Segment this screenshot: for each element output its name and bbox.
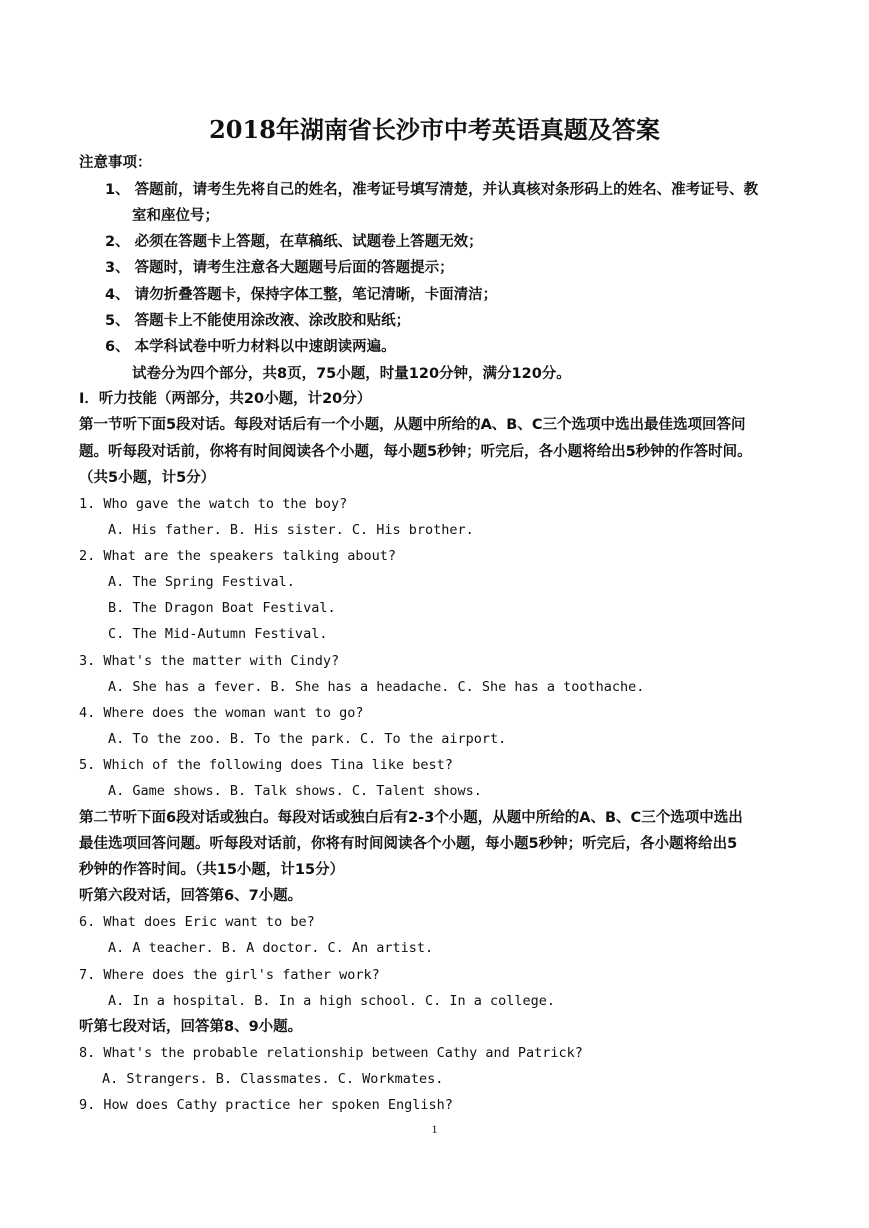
note-item-5: 5、 答题卡上不能使用涂改液、涂改胶和贴纸；	[105, 313, 411, 329]
question-1: 1. Who gave the watch to the boy?	[79, 496, 348, 512]
note-item-4: 4、 请勿折叠答题卡，保持字体工整，笔记清晰，卡面清洁；	[105, 287, 498, 303]
question-8-options: A. Strangers. B. Classmates. C. Workmates.	[102, 1071, 444, 1087]
question-1-options: A. His father. B. His sister. C. His brother.	[108, 522, 474, 538]
question-4-options: A. To the zoo. B. To the park. C. To the airport.	[108, 731, 507, 747]
section1-intro-line-3: （共5小题，计5分）	[79, 470, 216, 486]
question-6: 6. What does Eric want to be?	[79, 914, 315, 930]
question-7-options: A. In a hospital. B. In a high school. C. In a college.	[108, 993, 556, 1009]
section1-intro-line-2: 题。听每段对话前，你将有时间阅读各个小题，每小题5秒钟；听完后，各小题将给出5秒钟的作答时间。	[79, 444, 752, 460]
question-5: 5. Which of the following does Tina like best?	[79, 757, 453, 773]
question-2: 2. What are the speakers talking about?	[79, 548, 396, 564]
question-2-option-c: C. The Mid-Autumn Festival.	[108, 626, 328, 642]
question-2-option-b: B. The Dragon Boat Festival.	[108, 600, 336, 616]
page-title: 2018年湖南省长沙市中考英语真题及答案	[209, 115, 660, 144]
exam-info: 试卷分为四个部分，共8页，75小题，时量120分钟，满分120分。	[132, 366, 571, 382]
section2-intro-line-2: 最佳选项回答问题。听每段对话前，你将有时间阅读各个小题，每小题5秒钟；听完后，各小题将给出5	[79, 836, 738, 852]
question-9: 9. How does Cathy practice her spoken English?	[79, 1097, 453, 1113]
page-number: 1	[431, 1122, 438, 1136]
question-4: 4. Where does the woman want to go?	[79, 705, 364, 721]
note-item-6: 6、 本学科试卷中听力材料以中速朗读两遍。	[105, 339, 396, 355]
note-item-2: 2、 必须在答题卡上答题，在草稿纸、试题卷上答题无效；	[105, 234, 483, 250]
question-3: 3. What's the matter with Cindy?	[79, 653, 340, 669]
dialogue-7-heading: 听第七段对话，回答第8、9小题。	[79, 1019, 303, 1035]
part1-heading: Ⅰ．听力技能（两部分，共20小题，计20分）	[79, 391, 372, 407]
section2-intro-line-3: 秒钟的作答时间。（共15小题，计15分）	[79, 862, 345, 878]
question-3-options: A. She has a fever. B. She has a headache. C. She has a toothache.	[108, 679, 645, 695]
question-6-options: A. A teacher. B. A doctor. C. An artist.	[108, 940, 434, 956]
question-7: 7. Where does the girl's father work?	[79, 967, 380, 983]
note-item-1-continued: 室和座位号；	[132, 208, 219, 224]
section2-intro-line-1: 第二节听下面6段对话或独白。每段对话或独白后有2-3个小题，从题中所给的A、B、C三个选项中选出	[79, 810, 743, 826]
note-item-1: 1、 答题前，请考生先将自己的姓名，准考证号填写清楚，并认真核对条形码上的姓名、准考证号、教	[105, 182, 759, 198]
section1-intro-line-1: 第一节听下面5段对话。每段对话后有一个小题，从题中所给的A、B、C三个选项中选出最佳选项回答问	[79, 417, 746, 433]
notes-heading: 注意事项：	[79, 155, 152, 171]
question-8: 8. What's the probable relationship between Cathy and Patrick?	[79, 1045, 583, 1061]
note-item-3: 3、 答题时，请考生注意各大题题号后面的答题提示；	[105, 260, 454, 276]
question-5-options: A. Game shows. B. Talk shows. C. Talent shows.	[108, 783, 482, 799]
dialogue-6-heading: 听第六段对话，回答第6、7小题。	[79, 888, 303, 904]
question-2-option-a: A. The Spring Festival.	[108, 574, 295, 590]
